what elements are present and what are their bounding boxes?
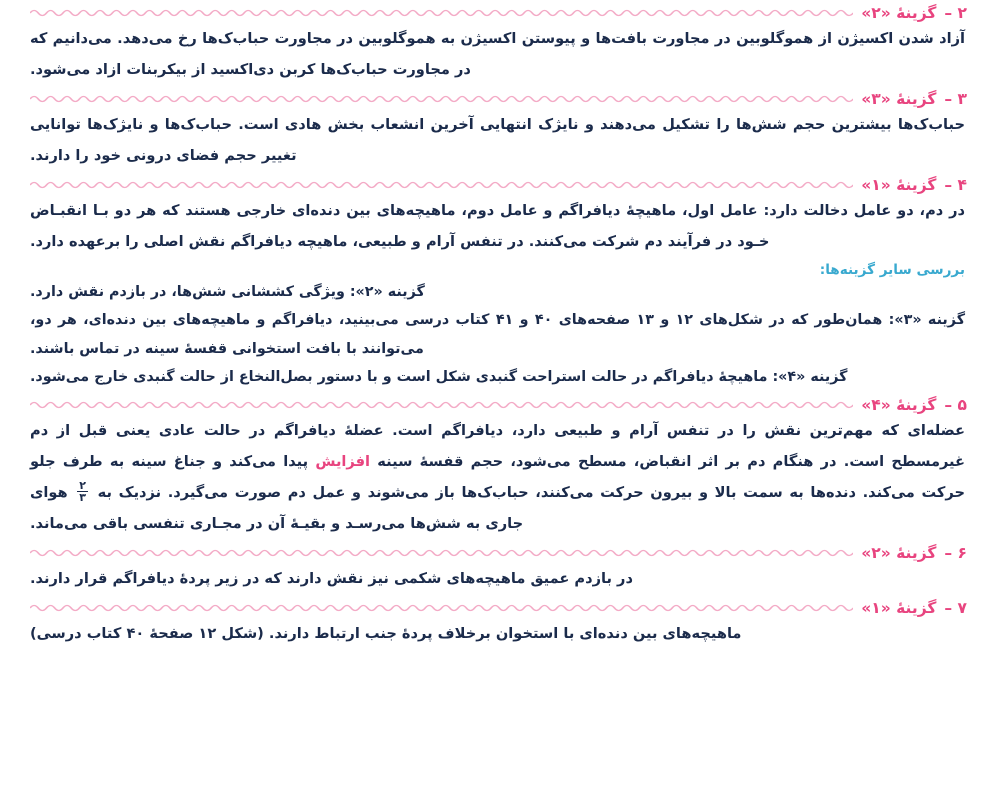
wavy-rule-icon bbox=[30, 603, 853, 613]
answer-number: ۳ – bbox=[944, 89, 967, 108]
fraction-numerator: ۲ bbox=[79, 478, 87, 492]
wavy-rule-icon bbox=[30, 548, 853, 558]
text-segment: پیدا می‌کند و جناغ سینه به طرف جلو حرکت می‌کند. دنده‌ها به سمت بالا و بیرون حرکت می‌کنند، حباب‌ک‌ها باز می‌شوند و عمل دم صورت می‌گیرد. نزدیک به bbox=[30, 452, 965, 501]
answer-block-2 bbox=[0, 4, 995, 86]
answer-header-7 bbox=[0, 599, 995, 617]
answer-block-3 bbox=[0, 90, 995, 172]
answer-number: ۲ – bbox=[944, 4, 967, 22]
answer-header-5 bbox=[0, 396, 995, 414]
option-explanation: گزینه «۴»: ماهیچۀ دیافراگم در حالت استراحت گنبدی شکل است و با دستور بصل‌النخاع از حالت گنبدی خارج می‌شود. bbox=[30, 369, 848, 386]
wavy-rule-icon bbox=[30, 400, 853, 410]
fraction-denominator: ۳ bbox=[79, 491, 87, 505]
wavy-rule-icon bbox=[30, 8, 853, 18]
answer-number: ۵ – bbox=[944, 396, 967, 414]
wavy-rule-icon bbox=[30, 94, 853, 104]
answer-block-7 bbox=[0, 599, 995, 650]
answer-option-label: گزینۀ «۲» bbox=[861, 4, 937, 22]
answer-paragraph: در بازدم عمیق ماهیچه‌های شکمی نیز نقش دارند که در زیر پردۀ دیافراگم قرار دارند. bbox=[30, 569, 633, 587]
answer-paragraph: آزاد شدن اکسیژن از هموگلوبین در مجاورت بافت‌ها و پیوستن اکسیژن به هموگلوبین در مجاورت حباب‌ک‌ها رخ می‌دهد. می‌دانیم که در مجاورت حباب‌ک‌ها کربن دی‌اکسید از بیکربنات ازاد می‌شود. bbox=[30, 30, 965, 78]
answer-header-2 bbox=[0, 4, 995, 22]
answer-paragraph-rich bbox=[0, 416, 995, 540]
highlighted-word: افزایش bbox=[315, 452, 371, 470]
answer-header-3 bbox=[0, 90, 995, 108]
answer-block-6 bbox=[0, 544, 995, 595]
answer-block-4 bbox=[0, 176, 995, 392]
wavy-rule-icon bbox=[30, 180, 853, 190]
answer-number: ۶ – bbox=[944, 543, 967, 562]
answer-number: ۷ – bbox=[944, 598, 967, 617]
document-page bbox=[0, 4, 995, 803]
text-segment: هوای جاری به شش‌ها می‌رسـد و بقیـۀ آن در مجـاری تنفسی باقی می‌ماند. bbox=[30, 483, 524, 532]
text-segment: عضله‌ای که مهم‌ترین نقش را در تنفس آرام و طبیعی دارد، دیافراگم است. عضلۀ دیافراگم در حالت عادی یعنی قبل از دم غیرمسطح است. در هنگام دم بر اثر انقباض، مسطح می‌شود، حجم قفسۀ سینه bbox=[30, 422, 965, 470]
answer-paragraph: در دم، دو عامل دخالت دارد: عامل اول، ماهیچۀ دیافراگم و عامل دوم، ماهیچه‌های بین دنده‌ای خارجی هستند که هر دو بـا انقبـاض خـود در فرآیند دم شرکت می‌کنند. در تنفس آرام و طبیعی، ماهیچه دیافراگم نقش اصلی را برعهده دارد. bbox=[30, 201, 965, 250]
answer-option-label: گزینۀ «۱» bbox=[861, 175, 937, 194]
option-explanation: گزینه «۲»: ویژگی کششانی شش‌ها، در بازدم نقش دارد. bbox=[30, 283, 425, 300]
answer-block-5 bbox=[0, 396, 995, 540]
answer-paragraph: حباب‌ک‌ها بیشترین حجم شش‌ها را تشکیل می‌دهند و نایژک انتهایی آخرین انشعاب بخش هادی است. حباب‌ک‌ها و نایژک‌ها توانایی تغییر حجم فضای درونی خود را دارند. bbox=[30, 115, 965, 164]
answer-paragraph: ماهیچه‌های بین دنده‌ای با استخوان برخلاف پردۀ جنب ارتباط دارند. (شکل ۱۲ صفحۀ ۴۰ کتاب درسی) bbox=[30, 624, 742, 642]
answer-number: ۴ – bbox=[944, 175, 967, 194]
other-options-subheading: بررسی سایر گزینه‌ها: bbox=[819, 261, 965, 278]
answer-header-6 bbox=[0, 544, 995, 562]
answer-option-label: گزینۀ «۳» bbox=[861, 89, 937, 108]
fraction-two-thirds bbox=[77, 480, 88, 504]
option-explanation: گزینه «۳»: همان‌طور که در شکل‌های ۱۲ و ۱۳ صفحه‌های ۴۰ و ۴۱ کتاب درسی می‌بینید، دیافراگم و ماهیچه‌های بین دنده‌ای، هر دو، می‌توانند با بافت استخوانی قفسۀ سینه در تماس باشند. bbox=[30, 312, 966, 357]
answer-option-label: گزینۀ «۱» bbox=[861, 598, 937, 617]
answer-option-label: گزینۀ «۲» bbox=[861, 543, 937, 562]
answer-option-label: گزینۀ «۴» bbox=[861, 396, 937, 414]
answer-header-4 bbox=[0, 176, 995, 194]
